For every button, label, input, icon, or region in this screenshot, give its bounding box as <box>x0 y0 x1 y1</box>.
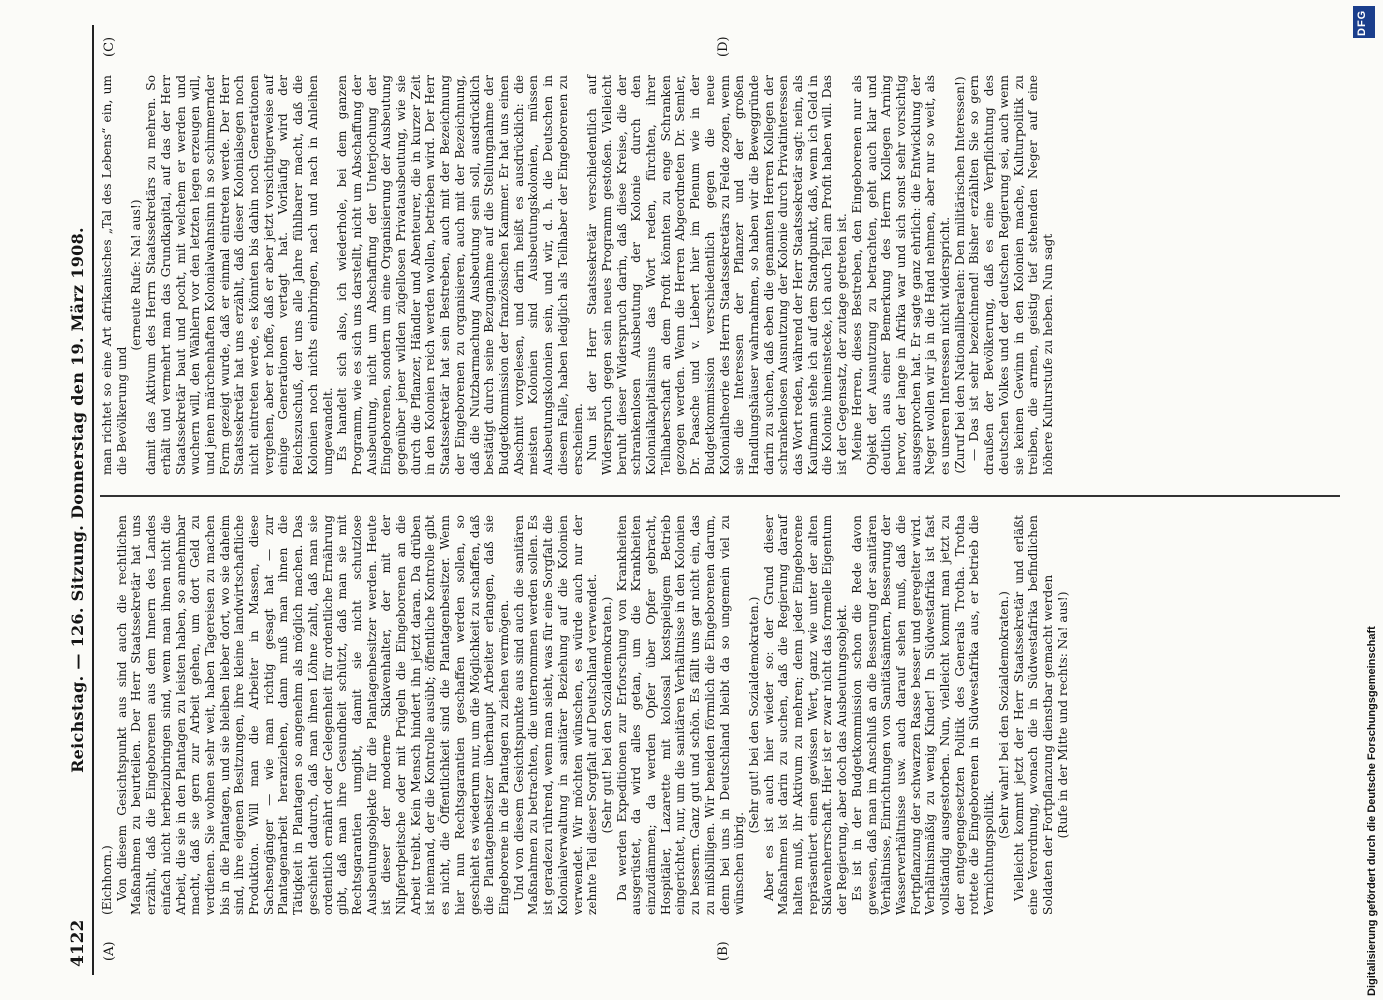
interjection: (erneute Rufe: Na! aus!) <box>129 199 144 351</box>
interjection: (Zuruf bei den Nationalliberalen: Den militärischen Interessen!) <box>952 76 967 474</box>
paragraph: Nun ist der Herr Staatssekretär verschiedentlich auf Widerspruch gegen sein neues Programm gestoßen. Vielleicht beruht dieser Widerspruch darin, daß diese Kreise, die der schrankenlosen Ausbeutung der Kolonie durch den Kolonialkapitalismus das Wort reden, fürchten, ihrer Teilhaberschaft an dem Profit könnten zu enge Schranken gezogen werden. Wenn die Herren Abgeordneten Dr. Semler, Dr. Paasche und v. Liebert hier im Plenum wie in der Budgetkommission verschiedentlich gegen die neue Kolonialtheorie des Herrn Staatssekretärs zu Felde zogen, wenn sie die Interessen der Pflanzer und der großen Handlungshäuser wahrnahmen, so haben wir die Beweggründe darin zu suchen, daß eben die genannten Herren Kollegen der schrankenlosen Ausnutzung der Kolonie durch Privatinteressen das Wort reden, während der Herr Staatssekretär sagt: nein, als Kaufmann stehe ich auf dem Standpunkt, daß, wenn ich Geld in die Kolonie hineinstecke, ich auch Teil am Profit haben will. Das ist der Gegensatz, der zutage getreten ist. <box>585 75 850 475</box>
paragraph: Aber es ist auch hier wieder so: der Grund dieser Maßnahmen ist darin zu suchen, daß die Regierung darauf halten muß, ihr Aktivum zu mehren; denn jeder Eingeborene repräsentiert einen gewissen Wert, ganz wie unter der alten Sklavenherrschaft. Hier ist er zwar nicht das formelle Eigentum der Regierung, aber doch das Ausbeutungsobjekt. <box>761 515 850 915</box>
rotated-page <box>66 25 1346 975</box>
interjection: (Sehr wahr! bei den Sozialdemokraten.) <box>996 591 1011 839</box>
header-rule <box>92 25 94 975</box>
paragraph: Und von diesem Gesichtspunkte aus sind auch die sanitären Maßnahmen zu betrachten, die unternommen werden sollen. Es ist geradezu rührend, wenn man sieht, was für eine Sorgfalt die Kolonialverwaltung in sanitärer Beziehung auf die Kolonien verwendet. Wir möchten wünschen, es würde auch nur der zehnte Teil dieser Sorgfalt auf Deutschland verwendet. <box>511 515 600 915</box>
margin-marker-b: (B) <box>716 941 731 961</box>
interjection: (Sehr gut! bei den Sozialdemokraten.) <box>599 596 614 834</box>
right-column <box>100 75 1056 475</box>
paragraph: Vielleicht kommt jetzt der Herr Staatssekretär und erläßt eine Verordnung, wonach die in Südwestafrika befindlichen Soldaten der Fortpflanzung dienstbar gemacht werden <box>1011 515 1055 915</box>
dfg-logo-text: DFG <box>1356 9 1368 36</box>
speaker-label: (Eichhorn.) <box>100 845 114 915</box>
paragraph: damit das Aktivum des Herrn Staatssekretärs zu mehren. So erhält und vermehrt man das Grundkapital, auf das der Herr Staatssekretär baut und pocht, mit welchem er werden und wuchern will, den Wählern vor den letzten legen erzeugen will, und jenen märchenhaften Kolonialwahnsinn in so schimmernder Form gezeigt wurde, daß er einmal eintreten werde. Der Herr Staatssekretär hat uns erzählt, daß dieser Kolonialsegen noch nicht eintreten werde, es könnten bis dahin noch Generationen vergehen, aber er hoffe, daß er aber jetzt vorsichtigerweise auf einige Generationen vertagt hat. Vorläufig wird der Reichszuschuß, der uns alle Jahre fühlbarer macht, daß die Kolonien noch nichts einbringen, nach und nach in Anleihen umgewandelt. <box>144 75 335 475</box>
sidebar-credit: Digitalisierung gefördert durch die Deutsche Forschungsgemeinschaft <box>1366 626 1378 996</box>
page-header <box>66 25 92 975</box>
paragraph: Es ist in der Budgetkommission schon die Rede davon gewesen, daß man im Anschluß an die Besserung der sanitären Verhältnisse, Einrichtungen von Sanitätsämtern, Besserung der Wasserverhältnisse usw. auch darauf sehen muß, daß die Fortpflanzung der schwarzen Rasse besser und geregelter wird. Verhältnismäßig zu wenig Kinder! In Südwestafrika ist fast vollständig ausgestorben. Nun, vielleicht kommt man jetzt zu der entgegengesetzten Politik des Generals Trotha. Trotha rottete die Eingeborenen in Südwestafrika aus, er betrieb die Vernichtungspolitik. <box>849 515 997 915</box>
margin-marker-a: (A) <box>102 941 117 961</box>
paragraph: Von diesem Gesichtspunkt aus sind auch die rechtlichen Maßnahmen zu beurteilen. Der Herr Staatssekretär hat uns erzählt, daß die Eingeborenen aus dem Innern des Landes einfach nicht herbeizubringen sind, wenn man ihnen nicht die Arbeit, die sie in den Plantagen zu leisten haben, so annehmbar macht, daß sie gern zur Arbeit gehen, um dort Geld zu verdienen. Sie wohnen sehr weit, haben Tagereisen zu machen bis in die Plantagen, und sie bleiben lieber dort, wo sie daheim sind, ihre eigenen Besitzungen, ihre kleine landwirtschaftliche Produktion. Will man die Arbeiter in Massen, diese Sachsengänger — wie man richtig gesagt hat — zur Plantagenarbeit heranziehen, dann muß man ihnen die Tätigkeit in Plantagen so angenehm als möglich machen. Das geschieht dadurch, daß man ihnen Löhne zahlt, daß man sie ordentlich ernährt oder Gelegenheit für ordentliche Ernährung gibt, daß man ihre Gesundheit schützt, daß man sie mit Rechtsgarantien umgibt, damit sie nicht schutzlose Ausbeutungsobjekte für die Plantagenbesitzer werden. Heute ist dieser der moderne Sklavenhalter, der mit der Nilpferdpeitsche oder mit Prügeln die Eingeborenen an die Arbeit treibt. Kein Mensch hindert ihn jetzt daran. Da drüben ist niemand, der die Kontrolle ausübt; öffentliche Kontrolle gibt es nicht, die Öffentlichkeit sind die Plantagenbesitzer. Wenn hier nun Rechtsgarantien geschaffen werden sollen, so geschieht es wiederum nur, um die Möglichkeit zu schaffen, daß die Plantagenbesitzer überhaupt Arbeiter erlangen, daß sie Eingeborene in die Plantagen zu ziehen vermögen. <box>114 515 511 915</box>
margin-marker-c: (C) <box>102 36 117 57</box>
paragraph: Meine Herren, dieses Bestreben, den Eingeborenen nur als Objekt der Ausnutzung zu betrachten, geht auch klar und deutlich aus einer Bemerkung des Herrn Kollegen Arning hervor, der lange in Afrika war und sich sonst sehr vorsichtig ausgesprochen hat. Er sagte ganz ehrlich: die Entwicklung der Neger wollen wir ja in die Hand nehmen, aber nur so weit, als es unseren Interessen nicht widerspricht. <box>849 75 953 475</box>
margin-marker-d: (D) <box>716 36 731 57</box>
paragraph: Es handelt sich also, ich wiederhole, bei dem ganzen Programm, wie es sich uns darstellt, nicht um Abschaffung der Ausbeutung, nicht um Abschaffung der Unterjochung der Eingeborenen, sondern um eine Organisierung der Ausbeutung gegenüber jener wilden zügellosen Privatausbeutung, wie sie durch die Pflanzer, Händler und Abenteurer, die in kurzer Zeit in den Kolonien reich werden wollen, betrieben wird. Der Herr Staatssekretär hat sein Bestreben, auch mit der Bezeichnung der Eingeborenen zu organisieren, auch mit der Bezeichnung, daß die Nutzbarmachung Ausbeutung sein soll, ausdrücklich bestätigt durch seine Bezugnahme auf die Stellungnahme der Budgetkommission der französischen Kammer. Er hat uns einen Abschnitt vorgelesen, und darin heißt es ausdrücklich: die meisten Kolonien sind Ausbeutungskolonien, müssen Ausbeutungskolonien sein, und wir, d. h. die Deutschen in diesem Falle, haben lediglich als Teilhaber der Eingeborenen zu erscheinen. <box>335 75 585 475</box>
paragraph: Da werden Expeditionen zur Erforschung von Krankheiten ausgerüstet, da wird alles getan, um die Krankheiten einzudämmen; da werden Opfer über Opfer gebracht, Hospitäler, Lazarette mit kolossal kostspieligem Betrieb eingerichtet, nur, um die sanitären Verhältnisse in den Kolonien zu bessern. Ganz gut und schön. Es fällt uns gar nicht ein, das zu mißbilligen. Wir beneiden förmlich die Eingeborenen darum, denn bei uns in Deutschland bleibt da so ungemein viel zu wünschen übrig. <box>614 515 747 915</box>
page-title: Reichstag. — 126. Sitzung. Donnerstag den 19. März 1908. <box>68 227 87 773</box>
left-column <box>100 515 1070 915</box>
paragraph: — Das ist sehr bezeichnend! Bisher erzählten Sie so gern draußen der Bevölkerung, daß es eine Verpflichtung des deutschen Volkes und der deutschen Regierung sei, auch wenn sie keinen Gewinn in den Kolonien mache, Kulturpolitik zu treiben, die armen, geistig tief stehenden Neger auf eine höhere Kulturstufe zu heben. Nun sagt <box>967 75 1055 475</box>
column-divider <box>100 496 1340 498</box>
interjection: (Sehr gut! bei den Sozialdemokraten.) <box>746 596 761 834</box>
paragraph: man richtet so eine Art afrikanisches „Tal des Lebens“ ein, um die Bevölkerung und <box>100 75 129 475</box>
page-number: 4122 <box>68 919 88 967</box>
interjection: (Rufe in der Mitte und rechts: Na! aus!) <box>1055 591 1070 839</box>
